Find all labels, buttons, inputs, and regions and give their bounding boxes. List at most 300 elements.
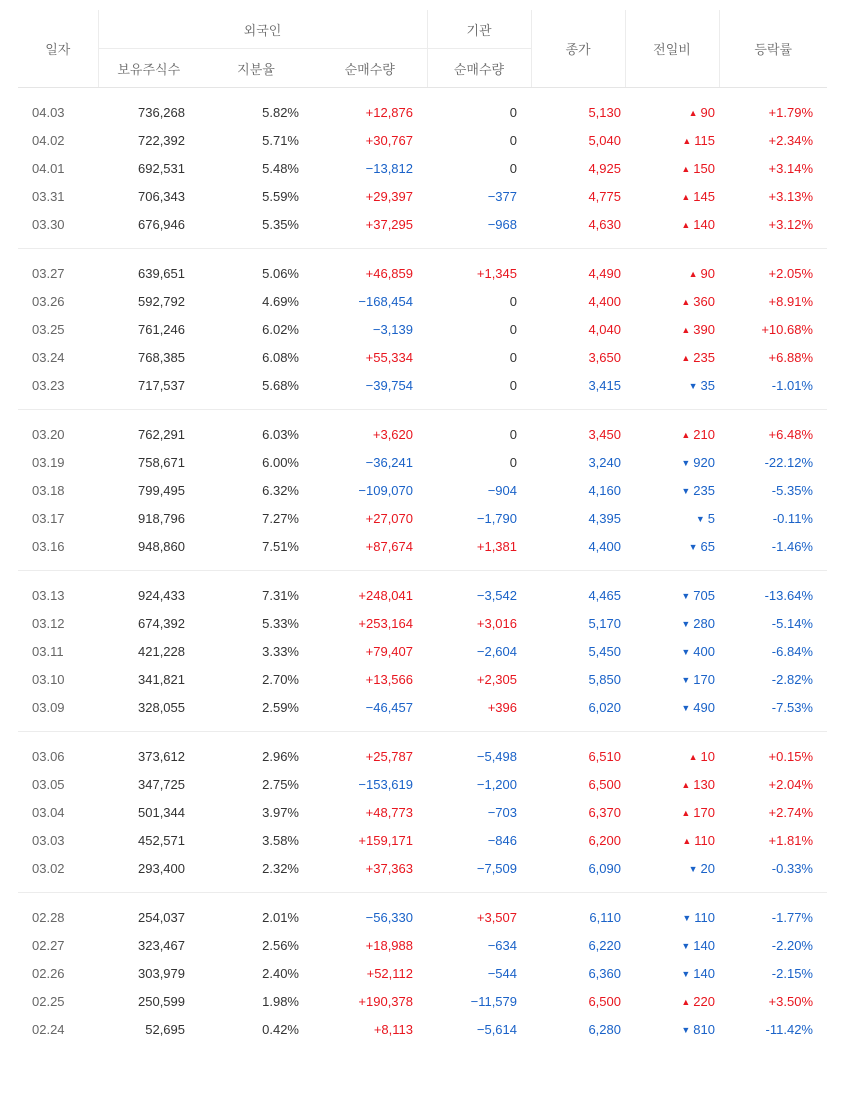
cell-inst-net <box>427 903 531 931</box>
investor-trend-table <box>18 10 827 1043</box>
cell-holdings <box>98 182 199 210</box>
cell-change-value: 35 <box>700 377 715 393</box>
cell-holdings-value: 52,695 <box>145 1021 185 1037</box>
group-separator-row <box>18 882 827 893</box>
cell-foreign-net <box>313 532 427 560</box>
cell-ratio-value: 6.32% <box>262 482 299 498</box>
cell-rate-value: +2.34% <box>768 132 813 148</box>
cell-inst-net-value: +1,345 <box>476 265 517 281</box>
cell-rate-value: -0.33% <box>771 860 813 876</box>
cell-close-value: 4,775 <box>588 188 621 204</box>
cell-change <box>625 931 719 959</box>
cell-inst-net-value: +396 <box>487 699 517 715</box>
cell-close-value: 5,130 <box>588 104 621 120</box>
cell-inst-net-value: −377 <box>487 188 517 204</box>
cell-inst-net <box>427 532 531 560</box>
cell-foreign-net-value: +13,566 <box>365 671 413 687</box>
cell-holdings <box>98 343 199 371</box>
cell-ratio-value: 2.75% <box>262 776 299 792</box>
cell-ratio-value: 5.48% <box>262 160 299 176</box>
cell-ratio <box>199 448 313 476</box>
cell-change <box>625 98 719 126</box>
gap-cell <box>18 249 827 260</box>
cell-ratio <box>199 987 313 1015</box>
cell-close <box>531 182 625 210</box>
cell-close-value: 4,160 <box>588 482 621 498</box>
cell-foreign-net <box>313 959 427 987</box>
cell-foreign-net-value: −56,330 <box>365 909 413 925</box>
cell-ratio-value: 2.56% <box>262 937 299 953</box>
cell-foreign-net <box>313 581 427 609</box>
cell-foreign-net-value: +12,876 <box>365 104 413 120</box>
cell-holdings <box>98 693 199 721</box>
cell-close-value: 6,360 <box>588 965 621 981</box>
cell-close-value: 5,450 <box>588 643 621 659</box>
separator-cell <box>18 560 827 571</box>
cell-rate <box>719 259 827 287</box>
cell-holdings <box>98 532 199 560</box>
group-gap-row <box>18 249 827 260</box>
cell-holdings <box>98 504 199 532</box>
cell-rate <box>719 1015 827 1043</box>
cell-date <box>18 420 98 448</box>
cell-change <box>625 1015 719 1043</box>
cell-rate-value: +10.68% <box>761 321 813 337</box>
cell-close <box>531 665 625 693</box>
cell-foreign-net-value: −109,070 <box>358 482 413 498</box>
header-change: 전일비 <box>625 10 719 88</box>
cell-close <box>531 854 625 882</box>
cell-foreign-net-value: +30,767 <box>365 132 413 148</box>
cell-date <box>18 987 98 1015</box>
cell-date <box>18 210 98 238</box>
cell-rate <box>719 903 827 931</box>
table-row <box>18 420 827 448</box>
cell-foreign-net-value: −3,139 <box>372 321 413 337</box>
cell-date <box>18 959 98 987</box>
cell-inst-net <box>427 581 531 609</box>
cell-change-value: 10 <box>700 748 715 764</box>
cell-inst-net <box>427 210 531 238</box>
header-close: 종가 <box>531 10 625 88</box>
cell-ratio-value: 2.40% <box>262 965 299 981</box>
cell-change-value: 390 <box>693 321 715 337</box>
cell-holdings <box>98 98 199 126</box>
triangle-up-icon: ▲ <box>682 135 692 146</box>
cell-foreign-net <box>313 987 427 1015</box>
cell-date <box>18 826 98 854</box>
cell-rate-value: +6.48% <box>768 426 813 442</box>
cell-ratio-value: 5.59% <box>262 188 299 204</box>
cell-holdings-value: 674,392 <box>138 615 185 631</box>
cell-ratio-value: 7.51% <box>262 538 299 554</box>
cell-holdings <box>98 287 199 315</box>
cell-inst-net <box>427 770 531 798</box>
header-foreign: 외국인 <box>98 10 427 49</box>
cell-holdings-value: 250,599 <box>138 993 185 1009</box>
cell-change <box>625 476 719 504</box>
group-gap-row <box>18 410 827 421</box>
cell-rate <box>719 665 827 693</box>
cell-inst-net-value: −703 <box>487 804 517 820</box>
cell-inst-net <box>427 315 531 343</box>
cell-date <box>18 315 98 343</box>
cell-rate-value: -11.42% <box>765 1021 813 1037</box>
cell-change-value: 110 <box>694 832 715 848</box>
cell-rate <box>719 98 827 126</box>
cell-holdings-value: 347,725 <box>138 776 185 792</box>
cell-foreign-net-value: −36,241 <box>365 454 413 470</box>
cell-rate-value: +3.14% <box>768 160 813 176</box>
cell-rate-value: +8.91% <box>768 293 813 309</box>
cell-change-value: 360 <box>693 293 715 309</box>
triangle-down-icon: ▼ <box>681 674 691 685</box>
cell-change <box>625 609 719 637</box>
table-header <box>18 10 827 88</box>
table-row <box>18 1015 827 1043</box>
cell-rate-value: -1.46% <box>771 538 813 554</box>
cell-date-value: 03.06 <box>32 748 65 764</box>
cell-date <box>18 504 98 532</box>
triangle-down-icon: ▼ <box>681 968 691 979</box>
cell-inst-net-value: 0 <box>509 454 517 470</box>
cell-rate <box>719 931 827 959</box>
cell-foreign-net-value: +29,397 <box>365 188 413 204</box>
cell-rate <box>719 742 827 770</box>
cell-date <box>18 287 98 315</box>
cell-holdings <box>98 637 199 665</box>
cell-rate-value: +6.88% <box>768 349 813 365</box>
cell-holdings-value: 421,228 <box>138 643 185 659</box>
cell-holdings-value: 501,344 <box>138 804 185 820</box>
separator-cell <box>18 882 827 893</box>
cell-date-value: 03.09 <box>32 699 65 715</box>
cell-holdings <box>98 154 199 182</box>
cell-holdings <box>98 987 199 1015</box>
cell-change <box>625 693 719 721</box>
cell-ratio <box>199 826 313 854</box>
cell-close-value: 3,450 <box>588 426 621 442</box>
cell-holdings-value: 706,343 <box>138 188 185 204</box>
cell-inst-net-value: −1,200 <box>476 776 517 792</box>
cell-rate-value: +1.79% <box>768 104 813 120</box>
cell-holdings <box>98 448 199 476</box>
cell-change <box>625 448 719 476</box>
cell-rate-value: -6.84% <box>771 643 813 659</box>
cell-close-value: 4,395 <box>588 510 621 526</box>
cell-foreign-net-value: +48,773 <box>365 804 413 820</box>
cell-ratio-value: 6.02% <box>262 321 299 337</box>
cell-close-value: 6,370 <box>588 804 621 820</box>
cell-date <box>18 931 98 959</box>
cell-date-value: 03.19 <box>32 454 65 470</box>
cell-holdings <box>98 476 199 504</box>
cell-inst-net-value: 0 <box>509 104 517 120</box>
cell-inst-net-value: −7,509 <box>476 860 517 876</box>
cell-inst-net-value: −1,790 <box>476 510 517 526</box>
cell-ratio-value: 6.03% <box>262 426 299 442</box>
cell-close <box>531 98 625 126</box>
cell-date-value: 03.16 <box>32 538 65 554</box>
table-body <box>18 88 827 1044</box>
separator-cell <box>18 721 827 732</box>
cell-holdings-value: 592,792 <box>138 293 185 309</box>
cell-ratio <box>199 742 313 770</box>
cell-change-value: 170 <box>693 804 715 820</box>
cell-holdings <box>98 798 199 826</box>
cell-close <box>531 903 625 931</box>
table-row <box>18 182 827 210</box>
cell-rate <box>719 476 827 504</box>
cell-close <box>531 742 625 770</box>
gap-cell <box>18 410 827 421</box>
cell-foreign-net <box>313 693 427 721</box>
cell-close <box>531 693 625 721</box>
cell-rate-value: -2.15% <box>771 965 813 981</box>
cell-date <box>18 1015 98 1043</box>
cell-close-value: 5,850 <box>588 671 621 687</box>
cell-inst-net-value: −3,542 <box>476 587 517 603</box>
cell-foreign-net <box>313 420 427 448</box>
cell-change <box>625 959 719 987</box>
cell-holdings-value: 722,392 <box>138 132 185 148</box>
header-ratio: 지분율 <box>199 49 313 88</box>
cell-close <box>531 931 625 959</box>
cell-change <box>625 987 719 1015</box>
cell-rate-value: +3.13% <box>768 188 813 204</box>
cell-foreign-net-value: +55,334 <box>365 349 413 365</box>
cell-change <box>625 420 719 448</box>
cell-holdings-value: 762,291 <box>138 426 185 442</box>
cell-change-value: 705 <box>693 587 715 603</box>
header-foreign-net: 순매수량 <box>313 49 427 88</box>
cell-inst-net-value: 0 <box>509 349 517 365</box>
cell-holdings-value: 328,055 <box>138 699 185 715</box>
cell-ratio-value: 2.96% <box>262 748 299 764</box>
cell-close-value: 6,500 <box>588 993 621 1009</box>
cell-rate <box>719 126 827 154</box>
cell-change-value: 220 <box>693 993 715 1009</box>
cell-ratio-value: 7.27% <box>262 510 299 526</box>
cell-holdings-value: 254,037 <box>138 909 185 925</box>
cell-change-value: 140 <box>693 937 715 953</box>
cell-inst-net-value: 0 <box>509 160 517 176</box>
cell-holdings-value: 918,796 <box>138 510 185 526</box>
triangle-up-icon: ▲ <box>688 751 698 762</box>
cell-ratio <box>199 770 313 798</box>
cell-holdings <box>98 371 199 399</box>
group-gap-row <box>18 732 827 743</box>
cell-rate-value: +1.81% <box>768 832 813 848</box>
cell-holdings-value: 293,400 <box>138 860 185 876</box>
table-row <box>18 959 827 987</box>
cell-close <box>531 343 625 371</box>
cell-close <box>531 126 625 154</box>
cell-inst-net-value: −5,614 <box>476 1021 517 1037</box>
cell-rate <box>719 210 827 238</box>
cell-ratio-value: 4.69% <box>262 293 299 309</box>
cell-foreign-net-value: −39,754 <box>365 377 413 393</box>
triangle-up-icon: ▲ <box>681 996 691 1007</box>
triangle-up-icon: ▲ <box>688 107 698 118</box>
triangle-down-icon: ▼ <box>682 912 692 923</box>
cell-rate-value: -5.14% <box>771 615 813 631</box>
group-gap-row <box>18 893 827 904</box>
cell-date <box>18 182 98 210</box>
cell-holdings <box>98 1015 199 1043</box>
cell-rate <box>719 371 827 399</box>
cell-inst-net <box>427 1015 531 1043</box>
cell-close-value: 3,650 <box>588 349 621 365</box>
cell-change <box>625 770 719 798</box>
cell-date-value: 03.24 <box>32 349 65 365</box>
cell-close <box>531 826 625 854</box>
cell-holdings-value: 948,860 <box>138 538 185 554</box>
cell-inst-net-value: −968 <box>487 216 517 232</box>
cell-change-value: 5 <box>707 510 715 526</box>
cell-change <box>625 126 719 154</box>
header-rate: 등락률 <box>719 10 827 88</box>
cell-close-value: 3,415 <box>588 377 621 393</box>
cell-close <box>531 504 625 532</box>
table-row <box>18 742 827 770</box>
cell-change-value: 65 <box>700 538 715 554</box>
triangle-up-icon: ▲ <box>681 296 691 307</box>
triangle-down-icon: ▼ <box>681 1024 691 1035</box>
cell-ratio-value: 5.71% <box>262 132 299 148</box>
cell-ratio-value: 5.35% <box>262 216 299 232</box>
cell-holdings-value: 676,946 <box>138 216 185 232</box>
cell-inst-net-value: 0 <box>509 321 517 337</box>
cell-inst-net <box>427 343 531 371</box>
cell-date-value: 02.25 <box>32 993 65 1009</box>
cell-inst-net <box>427 182 531 210</box>
cell-close-value: 4,040 <box>588 321 621 337</box>
cell-holdings <box>98 931 199 959</box>
cell-change-value: 145 <box>693 188 715 204</box>
cell-foreign-net-value: +79,407 <box>365 643 413 659</box>
cell-rate-value: -13.64% <box>764 587 813 603</box>
cell-holdings <box>98 126 199 154</box>
cell-holdings-value: 341,821 <box>138 671 185 687</box>
triangle-up-icon: ▲ <box>681 352 691 363</box>
triangle-down-icon: ▼ <box>681 457 691 468</box>
cell-foreign-net <box>313 665 427 693</box>
cell-foreign-net <box>313 826 427 854</box>
cell-close <box>531 987 625 1015</box>
triangle-down-icon: ▼ <box>681 702 691 713</box>
cell-holdings-value: 924,433 <box>138 587 185 603</box>
cell-date-value: 03.12 <box>32 615 65 631</box>
cell-holdings <box>98 315 199 343</box>
cell-rate-value: -1.01% <box>771 377 813 393</box>
cell-inst-net <box>427 959 531 987</box>
cell-close-value: 6,200 <box>588 832 621 848</box>
cell-change <box>625 798 719 826</box>
cell-foreign-net-value: −168,454 <box>358 293 413 309</box>
cell-rate <box>719 770 827 798</box>
table-row <box>18 287 827 315</box>
cell-holdings-value: 758,671 <box>138 454 185 470</box>
cell-rate <box>719 581 827 609</box>
cell-close-value: 6,020 <box>588 699 621 715</box>
cell-holdings <box>98 609 199 637</box>
gap-cell <box>18 88 827 99</box>
cell-rate <box>719 826 827 854</box>
cell-ratio <box>199 210 313 238</box>
cell-ratio <box>199 581 313 609</box>
cell-inst-net <box>427 476 531 504</box>
cell-close-value: 4,400 <box>588 538 621 554</box>
cell-date-value: 02.27 <box>32 937 65 953</box>
cell-close-value: 5,170 <box>588 615 621 631</box>
cell-inst-net <box>427 98 531 126</box>
cell-rate <box>719 448 827 476</box>
cell-change <box>625 854 719 882</box>
cell-close-value: 4,490 <box>588 265 621 281</box>
cell-rate <box>719 420 827 448</box>
cell-change-value: 20 <box>700 860 715 876</box>
cell-close <box>531 259 625 287</box>
cell-inst-net-value: −634 <box>487 937 517 953</box>
cell-foreign-net <box>313 448 427 476</box>
triangle-up-icon: ▲ <box>681 163 691 174</box>
cell-rate-value: +0.15% <box>768 748 813 764</box>
cell-inst-net <box>427 420 531 448</box>
cell-ratio <box>199 315 313 343</box>
triangle-up-icon: ▲ <box>681 779 691 790</box>
group-gap-row <box>18 571 827 582</box>
cell-rate <box>719 315 827 343</box>
cell-ratio <box>199 665 313 693</box>
cell-ratio-value: 3.97% <box>262 804 299 820</box>
cell-ratio <box>199 637 313 665</box>
cell-change-value: 130 <box>693 776 715 792</box>
cell-close-value: 6,510 <box>588 748 621 764</box>
cell-inst-net <box>427 259 531 287</box>
cell-foreign-net <box>313 504 427 532</box>
cell-close <box>531 448 625 476</box>
group-separator-row <box>18 399 827 410</box>
table-row <box>18 609 827 637</box>
cell-inst-net <box>427 287 531 315</box>
cell-holdings <box>98 665 199 693</box>
cell-rate-value: -2.20% <box>771 937 813 953</box>
cell-foreign-net <box>313 931 427 959</box>
table-row <box>18 315 827 343</box>
cell-inst-net <box>427 665 531 693</box>
cell-date <box>18 532 98 560</box>
cell-inst-net <box>427 931 531 959</box>
cell-ratio-value: 7.31% <box>262 587 299 603</box>
cell-change <box>625 371 719 399</box>
cell-inst-net <box>427 854 531 882</box>
cell-close <box>531 798 625 826</box>
cell-date <box>18 903 98 931</box>
cell-rate <box>719 959 827 987</box>
cell-rate <box>719 854 827 882</box>
table-row <box>18 210 827 238</box>
cell-close-value: 6,500 <box>588 776 621 792</box>
cell-foreign-net <box>313 259 427 287</box>
triangle-down-icon: ▼ <box>681 485 691 496</box>
cell-ratio-value: 2.32% <box>262 860 299 876</box>
cell-inst-net <box>427 798 531 826</box>
cell-close <box>531 210 625 238</box>
cell-close-value: 6,280 <box>588 1021 621 1037</box>
cell-foreign-net-value: +46,859 <box>365 265 413 281</box>
cell-date-value: 03.31 <box>32 188 65 204</box>
